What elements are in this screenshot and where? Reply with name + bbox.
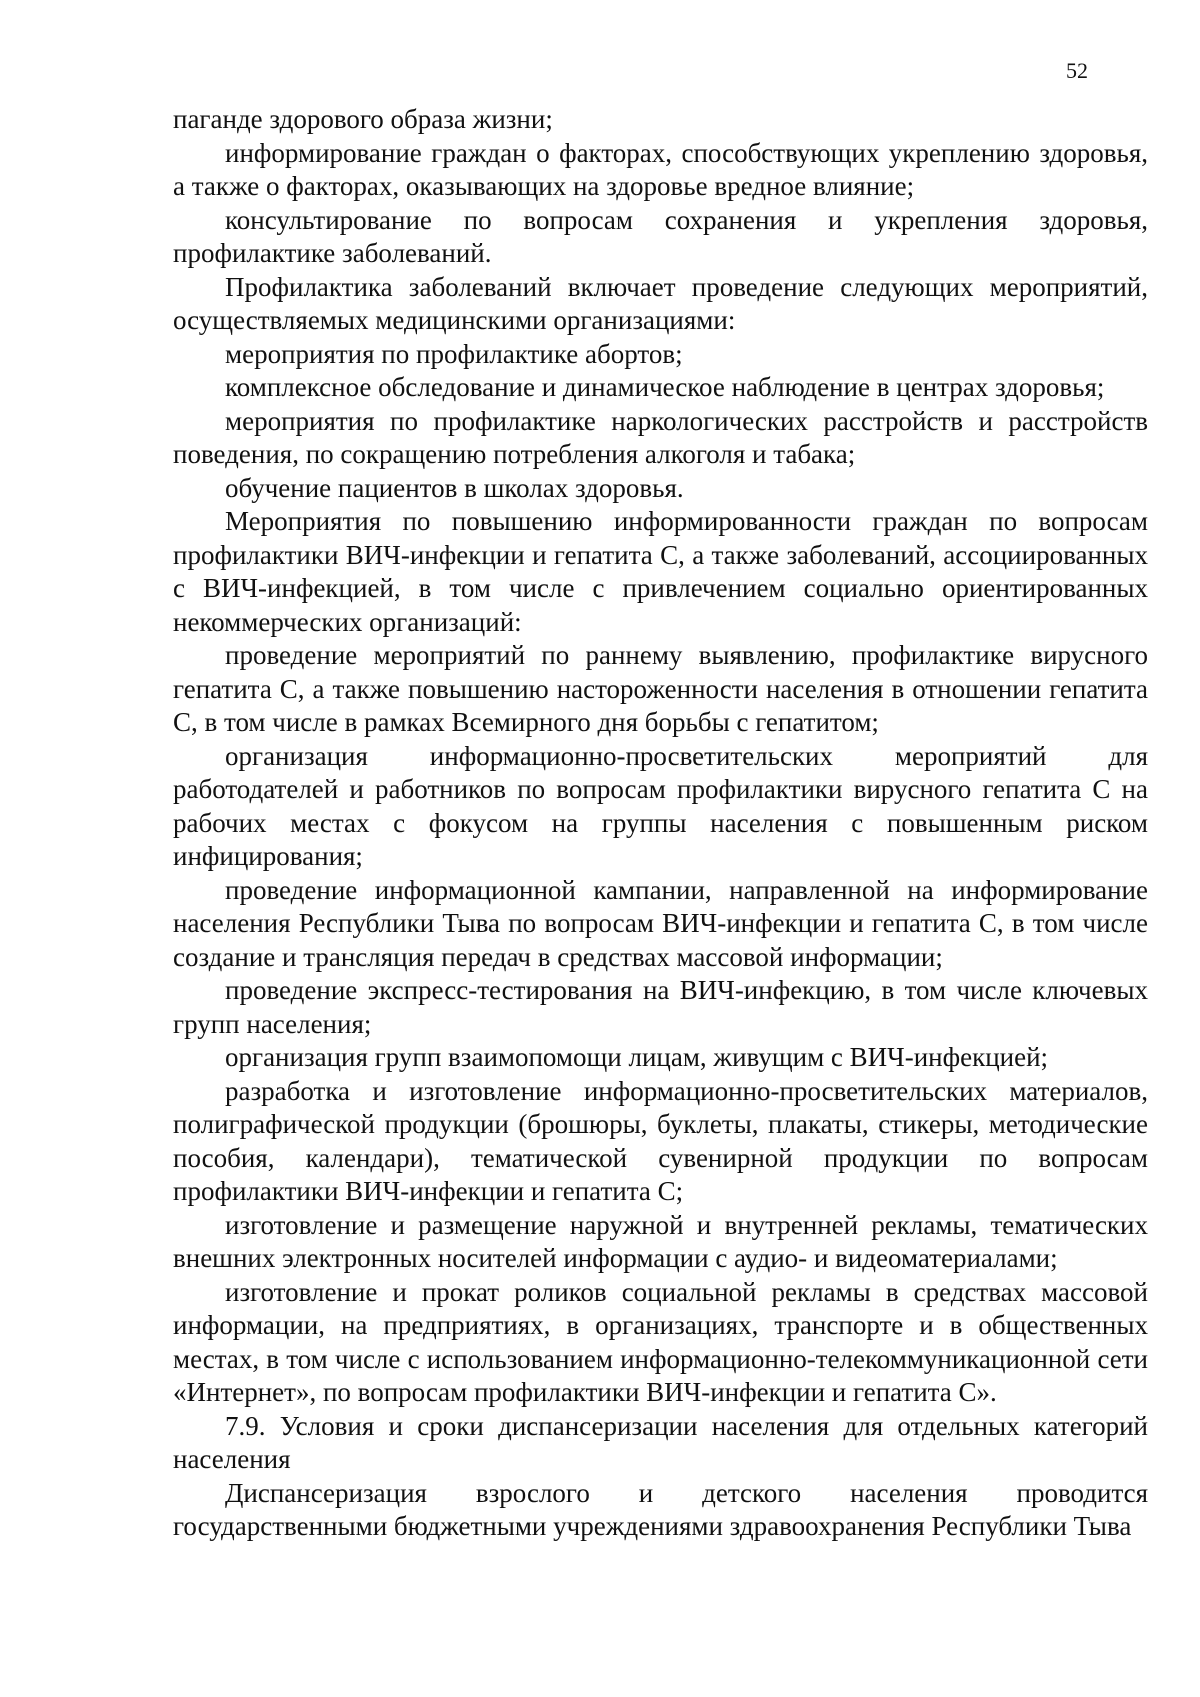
paragraph-7: мероприятия по профилактике наркологических расстройств и расстройств поведения, по сокращению потребления алкоголя и табака; xyxy=(173,405,1148,469)
paragraph-8: обучение пациентов в школах здоровья. xyxy=(225,472,684,503)
paragraph-14: организация групп взаимопомощи лицам, живущим с ВИЧ-инфекцией; xyxy=(225,1042,1049,1072)
paragraph-13: проведение экспресс-тестирования на ВИЧ-инфекцию, в том числе ключевых групп населения; xyxy=(173,975,1148,1039)
document-body xyxy=(173,103,1148,1544)
paragraph-12: проведение информационной кампании, направленной на информирование населения Республики Тыва по вопросам ВИЧ-инфекции и гепатита С, в том числе создание и трансляция передач в средствах массовой информации; xyxy=(173,874,1148,972)
paragraph-3: консультирование по вопросам сохранения и укрепления здоровья, профилактике заболеваний. xyxy=(173,204,1148,268)
paragraph-11: организация информационно-просветительских мероприятий для работодателей и работников по вопросам профилактики вирусного гепатита С на рабочих местах с фокусом на группы населения с повышенным риском инфицирования; xyxy=(173,740,1148,871)
paragraph-5: мероприятия по профилактике абортов; xyxy=(225,338,683,369)
section-heading-7-9: 7.9. Условия и сроки диспансеризации населения для отдельных категорий населения xyxy=(173,1410,1148,1474)
paragraph-10: проведение мероприятий по раннему выявлению, профилактике вирусного гепатита С, а также повышению настороженности населения в отношении гепатита С, в том числе в рамках Всемирного дня борьбы с гепатитом; xyxy=(173,640,1148,737)
paragraph-19: Диспансеризация взрослого и детского населения проводится государственными бюджетными учреждениями здравоохранения Республики Тыва xyxy=(173,1477,1148,1541)
paragraph-4: Профилактика заболеваний включает проведение следующих мероприятий, осуществляемых медицинскими организациями: xyxy=(173,271,1148,335)
paragraph-16: изготовление и размещение наружной и внутренней рекламы, тематических внешних электронных носителей информации с аудио- и видеоматериалами; xyxy=(173,1209,1148,1273)
page-number: 52 xyxy=(1066,58,1088,83)
paragraph-6: комплексное обследование и динамическое наблюдение в центрах здоровья; xyxy=(225,372,1105,402)
paragraph-2: информирование граждан о факторах, способствующих укреплению здоровья, а также о факторах, оказывающих на здоровье вредное влияние; xyxy=(173,137,1148,201)
paragraph-17: изготовление и прокат роликов социальной рекламы в средствах массовой информации, на предприятиях, в организациях, транспорте и в общественных местах, в том числе с использованием информационно-телекоммуникационной сети «Интернет», по вопросам профилактики ВИЧ-инфекции и гепатита С». xyxy=(173,1276,1148,1407)
paragraph-9: Мероприятия по повышению информированности граждан по вопросам профилактики ВИЧ-инфекции и гепатита С, а также заболеваний, ассоциированных с ВИЧ-инфекцией, в том числе с привлечением социально ориентированных некоммерческих организаций: xyxy=(173,506,1148,637)
paragraph-1: паганде здорового образа жизни; xyxy=(173,104,553,134)
paragraph-15: разработка и изготовление информационно-просветительских материалов, полиграфической продукции (брошюры, буклеты, плакаты, стикеры, методические пособия, календари), тематической сувенирной продукции по вопросам профилактики ВИЧ-инфекции и гепатита С; xyxy=(173,1075,1148,1206)
